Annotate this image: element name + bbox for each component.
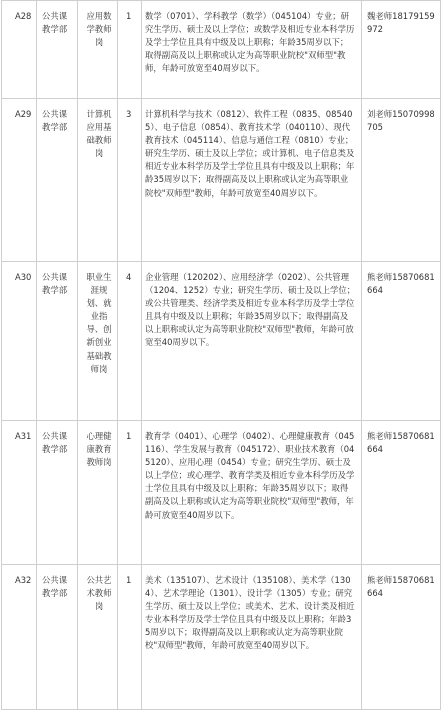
headcount: 4 [118, 262, 142, 421]
position-code: A32 [2, 565, 37, 710]
position-code: A29 [2, 99, 37, 262]
requirements: 美术（135107）、艺术设计（135108）、美术学（1304）、艺术学理论（1301）、设计学（1305）专业；研究生学历、硕士及以上学位；或美术、艺术、设计类及相近专业本科学历及学士学位且具有中级及以上职称；年龄35周岁以下；取得副高及以上职称或认定为高等职业院校"双师型"教师，年龄可放宽至40周岁以下。 [142, 565, 362, 710]
department: 公共课教学部 [37, 99, 78, 262]
contact: 刘老师15070998705 [362, 99, 441, 262]
position-code: A28 [2, 1, 37, 99]
post-name: 应用数学教师岗 [78, 1, 118, 99]
contact: 熊老师15870681664 [362, 421, 441, 565]
contact: 熊老师15870681664 [362, 565, 441, 710]
post-name: 公共艺术教师岗 [78, 565, 118, 710]
department: 公共课教学部 [37, 421, 78, 565]
table-row [2, 565, 441, 710]
post-name: 心理健康教育教师岗 [78, 421, 118, 565]
table-row [2, 262, 441, 421]
headcount: 1 [118, 565, 142, 710]
post-name: 计算机应用基础教师岗 [78, 99, 118, 262]
position-code: A30 [2, 262, 37, 421]
requirements: 数学（0701）、学科教学（数学）（045104）专业；研究生学历、硕士及以上学位；或数学及相近专业本科学历及学士学位且具有中级及以上职称；年龄35周岁以下；取得副高及以上职称或认定为高等职业院校"双师型"教师，年龄可放宽至40周岁以下。 [142, 1, 362, 99]
recruitment-table [1, 0, 441, 710]
table-row [2, 1, 441, 99]
department: 公共课教学部 [37, 565, 78, 710]
headcount: 1 [118, 1, 142, 99]
contact: 魏老师18179159972 [362, 1, 441, 99]
position-code: A31 [2, 421, 37, 565]
headcount: 1 [118, 421, 142, 565]
table-row [2, 421, 441, 565]
contact: 熊老师15870681664 [362, 262, 441, 421]
post-name: 职业生涯规划、就业指导、创新创业基础教师岗 [78, 262, 118, 421]
requirements: 企业管理（120202）、应用经济学（0202）、公共管理（1204、1252）专业；研究生学历、硕士及以上学位；或公共管理类、经济学类及相近专业本科学历及学士学位且具有中级及以上职称；年龄35周岁以下；取得副高及以上职称或认定为高等职业院校"双师型"教师，年龄可放宽至40周岁以下。 [142, 262, 362, 421]
table-row [2, 99, 441, 262]
headcount: 3 [118, 99, 142, 262]
department: 公共课教学部 [37, 262, 78, 421]
department: 公共课教学部 [37, 1, 78, 99]
requirements: 教育学（0401）、心理学（0402）、心理健康教育（045116）、学生发展与教育（045172）、职业技术教育（045120）、应用心理（0454）专业；研究生学历、硕士及以上学位；或心理学、教育学类及相近专业本科学历及学士学位且具有中级及以上职称；年龄35周岁以下；取得副高及以上职称或认定为高等职业院校"双师型"教师，年龄可放宽至40周岁以下。 [142, 421, 362, 565]
requirements: 计算机科学与技术（0812）、软件工程（0835、085405）、电子信息（0854）、教育技术学（040110）、现代教育技术（045114）、信息与通信工程（0810）专业；研究生学历、硕士及以上学位；或计算机、电子信息类及相近专业本科学历及学士学位且具有中级及以上职称；年龄35周岁以下；取得副高及以上职称或认定为高等职业院校"双师型"教师，年龄可放宽至40周岁以下。 [142, 99, 362, 262]
